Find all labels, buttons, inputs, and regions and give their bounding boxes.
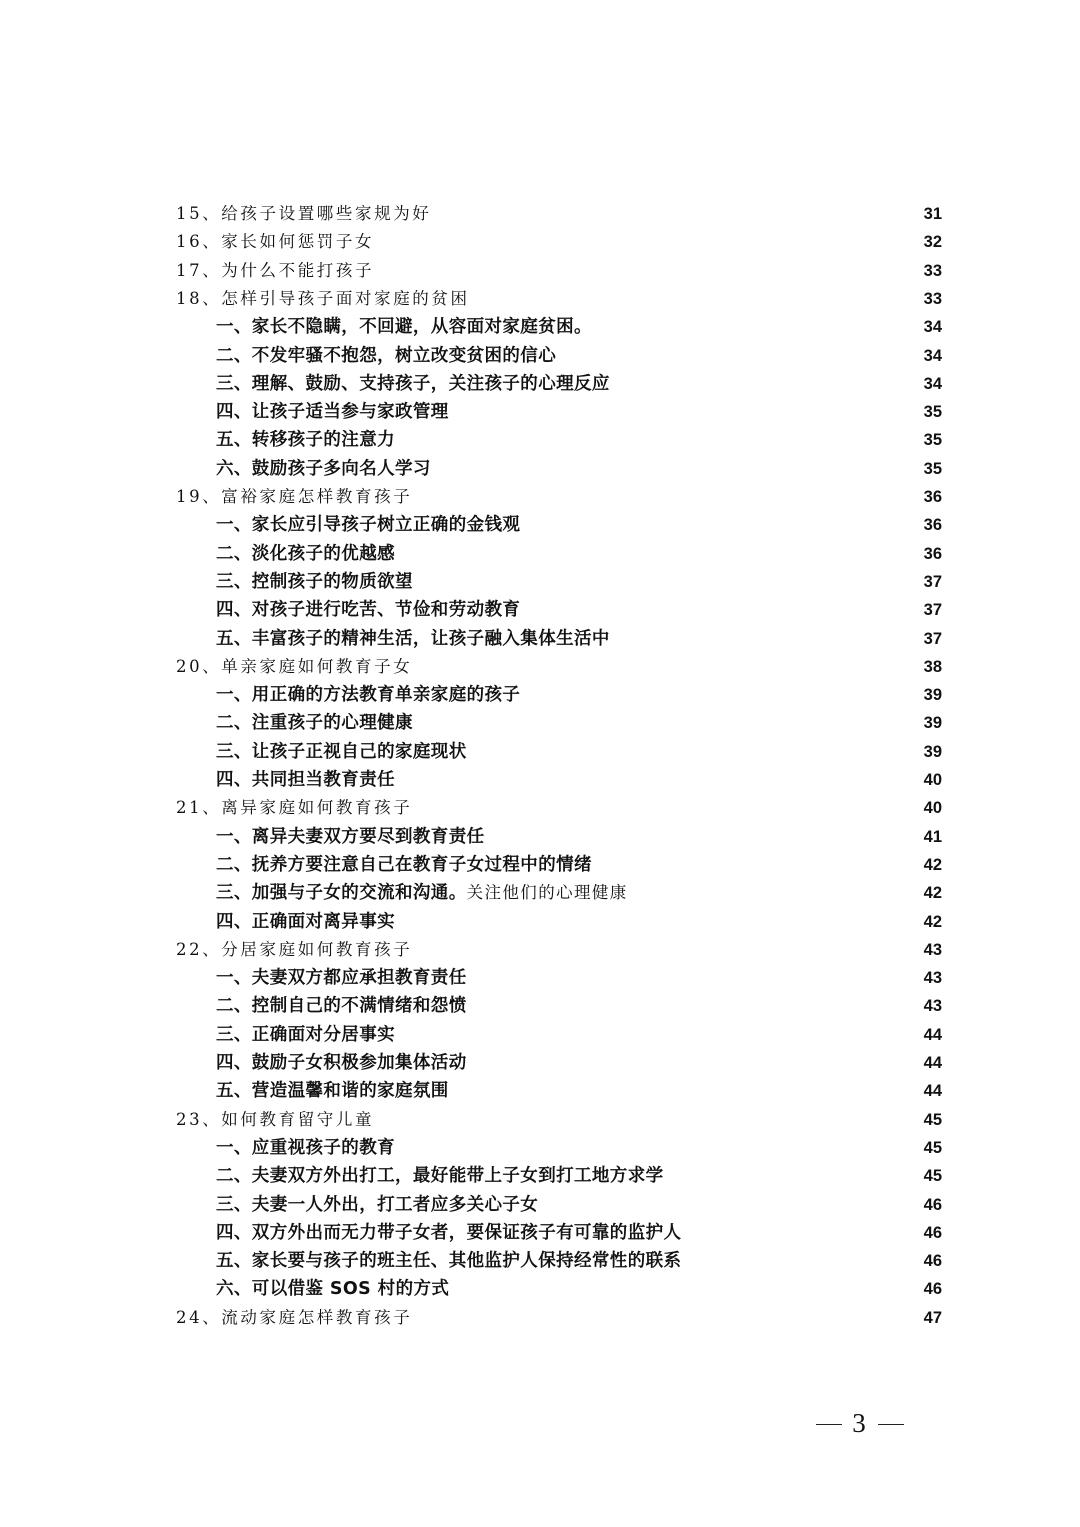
toc-entry-page: 43	[923, 940, 942, 959]
toc-subentry	[0, 426, 1080, 454]
toc-entry	[0, 936, 1080, 964]
toc-subentry-page: 42	[923, 855, 942, 874]
toc-subentry-page: 44	[923, 1054, 942, 1072]
toc-entry	[0, 794, 1080, 822]
toc-subentry-page: 35	[923, 403, 942, 422]
toc-entry-title: 23、如何教育留守儿童	[176, 1109, 375, 1129]
toc-subentry-title: 二、抚养方要注意自己在教育子女过程中的情绪	[216, 854, 592, 875]
toc-subentry-page: 35	[923, 459, 942, 478]
toc-subentry-page: 34	[923, 374, 942, 393]
toc-subentry-title: 五、转移孩子的注意力	[216, 430, 395, 451]
toc-subentry-page: 46	[923, 1280, 942, 1299]
footer-dash-right	[878, 1424, 904, 1425]
toc-subentry-title: 六、可以借鉴 SOS 村的方式	[216, 1279, 450, 1300]
toc-subentry	[0, 709, 1080, 737]
toc-subentry-page: 34	[923, 318, 942, 337]
toc-subentry	[0, 738, 1080, 766]
toc-subentry	[0, 342, 1080, 370]
toc-subentry-page: 44	[923, 1082, 942, 1101]
toc-entry-title: 18、怎样引导孩子面对家庭的贫困	[176, 288, 470, 308]
toc-entry	[0, 483, 1080, 511]
toc-entry	[0, 1106, 1080, 1134]
toc-subentry	[0, 992, 1080, 1020]
toc-subentry-title: 三、让孩子正视自己的家庭现状	[216, 741, 467, 762]
toc-subentry-title: 二、淡化孩子的优越感	[216, 543, 395, 564]
toc-subentry-title-main: 三、加强与子女的交流和沟通。	[216, 883, 467, 904]
toc-entry-page: 45	[923, 1110, 942, 1129]
toc-subentry-page: 42	[923, 912, 942, 931]
toc-subentry	[0, 964, 1080, 992]
toc-entry	[0, 228, 1080, 256]
toc-subentry-page: 43	[923, 969, 942, 988]
toc-entry-title: 16、家长如何惩罚子女	[176, 232, 375, 252]
page-footer	[812, 1403, 906, 1443]
toc-subentry-page: 45	[923, 1138, 942, 1157]
toc-subentry	[0, 1219, 1080, 1247]
toc-subentry-page: 46	[923, 1223, 942, 1242]
toc-subentry-title: 二、不发牢骚不抱怨，树立改变贫困的信心	[216, 345, 557, 366]
toc-subentry-title: 四、对孩子进行吃苦、节俭和劳动教育	[216, 600, 521, 621]
toc-subentry	[0, 1275, 1080, 1303]
toc-entry-title: 22、分居家庭如何教育孩子	[176, 939, 413, 959]
toc-subentry	[0, 596, 1080, 624]
toc-entry	[0, 653, 1080, 681]
toc-entry-title: 15、给孩子设置哪些家规为好	[176, 204, 432, 223]
toc-subentry-page: 42	[923, 884, 942, 903]
toc-entry-title: 21、离异家庭如何教育孩子	[176, 798, 413, 818]
toc-subentry	[0, 823, 1080, 851]
toc-entry	[0, 257, 1080, 285]
toc-subentry-page: 37	[923, 629, 942, 648]
toc-subentry	[0, 681, 1080, 709]
toc-subentry-title: 六、鼓励孩子多向名人学习	[216, 458, 431, 479]
toc-subentry	[0, 1049, 1080, 1077]
toc-subentry-page: 46	[923, 1252, 942, 1271]
toc-subentry-title: 三、正确面对分居事实	[216, 1024, 395, 1045]
toc-subentry-page: 45	[923, 1167, 942, 1186]
toc-entry-page: 31	[923, 205, 942, 223]
toc-subentry-title	[216, 879, 628, 907]
toc-entry-page: 32	[923, 233, 942, 252]
toc-subentry-page: 37	[923, 601, 942, 620]
toc-subentry-page: 39	[923, 686, 942, 705]
toc-subentry	[0, 1162, 1080, 1190]
toc-subentry-page: 43	[923, 997, 942, 1016]
toc-subentry-page: 39	[923, 714, 942, 733]
toc-subentry-title: 四、鼓励子女积极参加集体活动	[216, 1053, 467, 1073]
toc-entry-page: 33	[923, 261, 942, 280]
toc-subentry-title: 一、用正确的方法教育单亲家庭的孩子	[216, 685, 521, 706]
toc-subentry	[0, 766, 1080, 794]
page-number: 3	[852, 1408, 866, 1438]
footer-dash-left	[816, 1424, 842, 1425]
toc-subentry-title: 二、控制自己的不满情绪和怨愤	[216, 996, 467, 1017]
toc-subentry	[0, 511, 1080, 539]
toc-subentry-title: 四、共同担当教育责任	[216, 770, 395, 790]
toc-subentry	[0, 908, 1080, 936]
toc-subentry	[0, 398, 1080, 426]
toc-subentry-title: 三、夫妻一人外出，打工者应多关心子女	[216, 1194, 539, 1215]
toc-subentry-page: 36	[923, 544, 942, 563]
toc-entry-page: 47	[923, 1308, 942, 1327]
toc-subentry-page: 44	[923, 1025, 942, 1044]
toc-entry-title: 24、流动家庭怎样教育孩子	[176, 1307, 413, 1327]
toc-entry-title: 19、富裕家庭怎样教育孩子	[176, 487, 413, 506]
toc-entry-title: 17、为什么不能打孩子	[176, 260, 375, 280]
toc-entry	[0, 200, 1080, 228]
toc-subentry	[0, 879, 1080, 907]
toc-subentry-page: 35	[923, 431, 942, 450]
toc-subentry	[0, 370, 1080, 398]
toc-subentry-page: 34	[923, 346, 942, 365]
toc-subentry-page: 41	[923, 827, 942, 846]
toc-subentry-title: 一、离异夫妻双方要尽到教育责任	[216, 826, 485, 847]
toc-subentry	[0, 540, 1080, 568]
toc-subentry-page: 37	[923, 572, 942, 591]
toc-subentry-title: 二、注重孩子的心理健康	[216, 713, 413, 734]
toc-subentry-title: 三、控制孩子的物质欲望	[216, 571, 413, 592]
toc-subentry-title: 四、双方外出而无力带子女者，要保证孩子有可靠的监护人	[216, 1222, 682, 1243]
toc-entry-page: 38	[923, 657, 942, 676]
toc-subentry-title: 二、夫妻双方外出打工，最好能带上子女到打工地方求学	[216, 1166, 664, 1187]
toc-subentry	[0, 455, 1080, 483]
toc-subentry-title: 三、理解、鼓励、支持孩子，关注孩子的心理反应	[216, 373, 610, 394]
toc-subentry-page: 46	[923, 1195, 942, 1214]
toc-subentry-title: 一、夫妻双方都应承担教育责任	[216, 968, 467, 989]
toc-subentry	[0, 1077, 1080, 1105]
toc-subentry-title: 一、家长不隐瞒，不回避，从容面对家庭贫困。	[216, 317, 592, 338]
toc-subentry	[0, 851, 1080, 879]
toc-subentry	[0, 1191, 1080, 1219]
toc-entry-page: 33	[923, 289, 942, 308]
toc-subentry-title: 五、丰富孩子的精神生活，让孩子融入集体生活中	[216, 628, 610, 649]
toc-subentry	[0, 1247, 1080, 1275]
toc-subentry	[0, 625, 1080, 653]
toc-subentry-title: 四、正确面对离异事实	[216, 911, 395, 932]
toc-subentry-page: 36	[923, 516, 942, 535]
toc-subentry-page: 39	[923, 742, 942, 761]
toc-subentry	[0, 313, 1080, 341]
toc-subentry-title: 五、家长要与孩子的班主任、其他监护人保持经常性的联系	[216, 1251, 682, 1272]
toc-subentry-page: 40	[923, 771, 942, 789]
toc-entry	[0, 285, 1080, 313]
toc-subentry-title: 一、家长应引导孩子树立正确的金钱观	[216, 515, 521, 536]
toc-subentry	[0, 568, 1080, 596]
toc-subentry	[0, 1134, 1080, 1162]
toc-subentry	[0, 1021, 1080, 1049]
toc-subentry-title: 四、让孩子适当参与家政管理	[216, 402, 449, 423]
toc-subentry-title: 五、营造温馨和谐的家庭氛围	[216, 1081, 449, 1102]
toc-entry-title: 20、单亲家庭如何教育子女	[176, 656, 413, 676]
toc-subentry-title-tail: 关注他们的心理健康	[466, 883, 628, 903]
toc-entry	[0, 1304, 1080, 1332]
toc-entry-page: 36	[923, 488, 942, 506]
toc-entry-page: 40	[923, 799, 942, 818]
toc-subentry-title: 一、应重视孩子的教育	[216, 1137, 395, 1158]
